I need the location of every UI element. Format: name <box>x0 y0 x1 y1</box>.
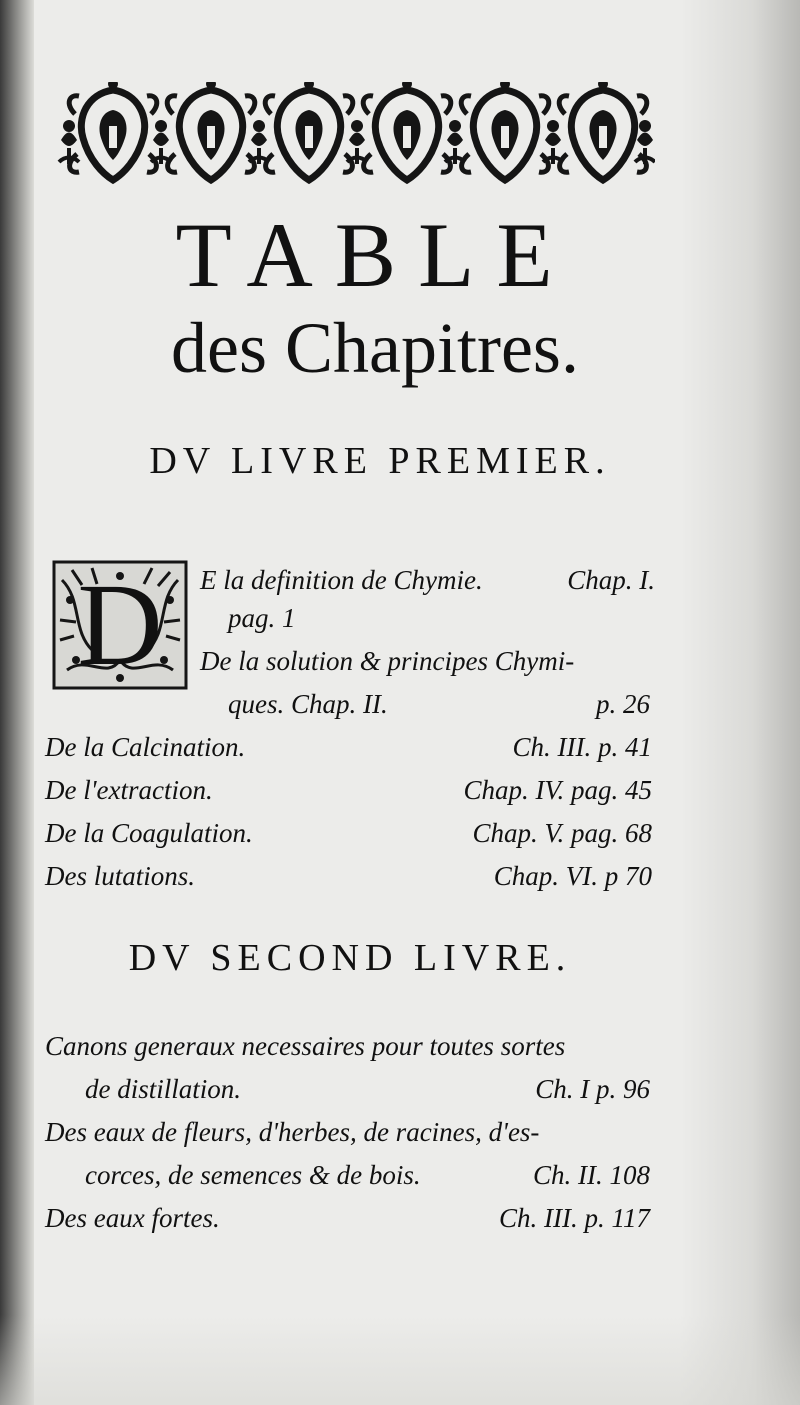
entry-ref: Chap. VI. p 70 <box>493 861 652 891</box>
entry-ref: Chap. I. <box>567 565 655 595</box>
entry-title: De la Calcination. <box>45 732 246 762</box>
page-gutter-shadow <box>0 0 34 1405</box>
entry-title: ques. Chap. II. <box>228 689 388 719</box>
entry-ref: Ch. II. 108 <box>533 1160 650 1190</box>
entry-ref: Ch. I p. 96 <box>535 1074 650 1104</box>
page-title: TABLE <box>175 204 575 306</box>
page-edge-shading <box>680 0 800 1405</box>
toc-entry: De la solution & principes Chymi- <box>200 646 575 676</box>
book-two-heading: DV SECOND LIVRE. <box>128 937 572 979</box>
decorated-initial <box>52 560 188 690</box>
page-bottom-shading <box>0 1315 800 1405</box>
toc-entry <box>45 774 652 806</box>
entry-title: De la Coagulation. <box>45 818 253 848</box>
toc-entry <box>85 1159 650 1191</box>
entry-ref: p. 26 <box>596 689 650 719</box>
entry-title: Des eaux fortes. <box>45 1203 220 1233</box>
toc-entry: Canons generaux necessaires pour toutes sortes <box>45 1031 566 1061</box>
entry-title: de distillation. <box>85 1074 242 1104</box>
book-one-heading: DV LIVRE PREMIER. <box>149 440 611 482</box>
toc-entry <box>200 564 655 596</box>
toc-entry <box>45 860 652 892</box>
entry-ref: Ch. III. p. 41 <box>512 732 652 762</box>
toc-entry: pag. 1 <box>228 603 296 633</box>
entry-title: corces, de semences & de bois. <box>85 1160 421 1190</box>
toc-entry <box>45 731 652 763</box>
entry-ref: Ch. III. p. 117 <box>499 1203 650 1233</box>
entry-ref: Chap. V. pag. 68 <box>472 818 652 848</box>
toc-entry: Des eaux de fleurs, d'herbes, de racines, d'es- <box>45 1117 540 1147</box>
entry-title: De l'extraction. <box>45 775 213 805</box>
entry-title: E la definition de Chymie. <box>200 565 483 595</box>
toc-entry <box>45 817 652 849</box>
entry-ref: Chap. IV. pag. 45 <box>463 775 652 805</box>
toc-entry <box>45 1202 650 1234</box>
page-subtitle: des Chapitres. <box>171 308 579 388</box>
entry-title: Des lutations. <box>45 861 196 891</box>
drop-cap-letter: D <box>77 559 163 690</box>
decorative-headpiece-ornament <box>55 82 655 188</box>
toc-entry <box>85 1073 650 1105</box>
toc-entry <box>228 688 650 720</box>
